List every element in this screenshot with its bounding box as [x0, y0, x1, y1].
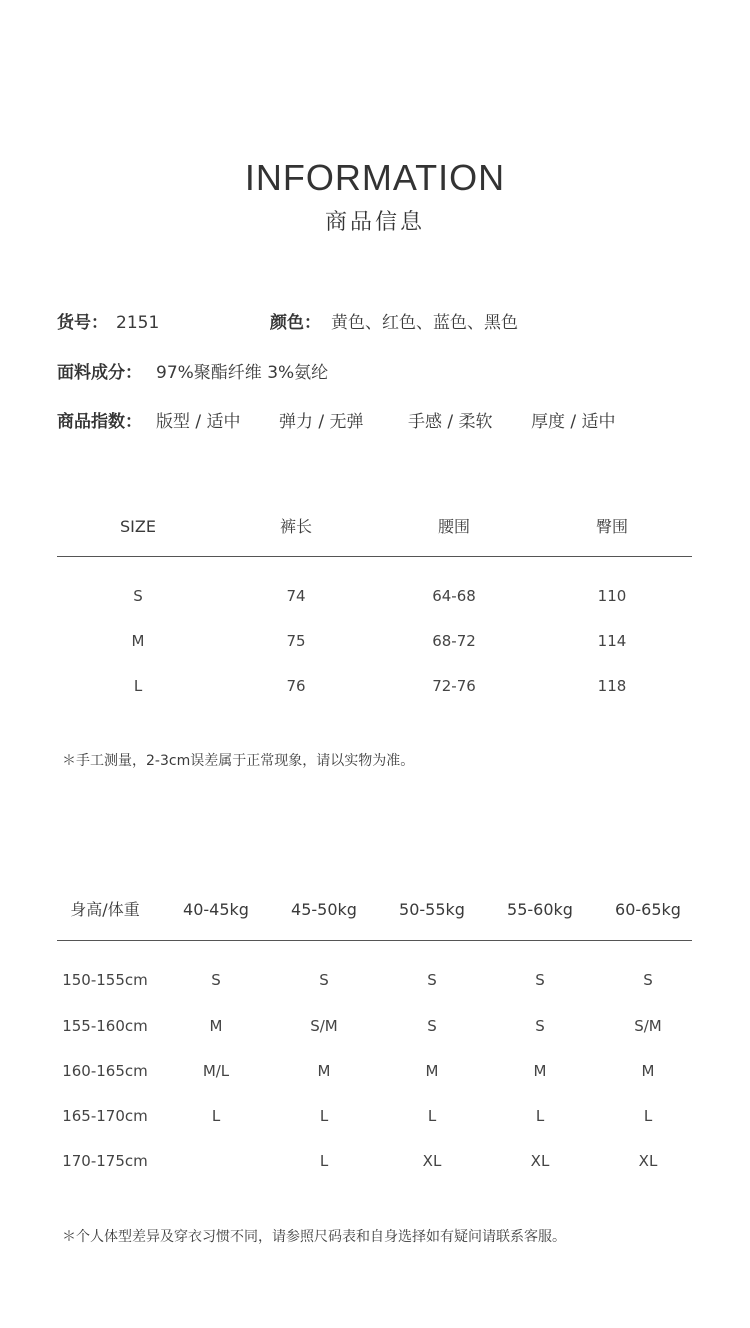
fit-cell: M/L — [202, 1062, 230, 1080]
fit-cell: L — [319, 1152, 329, 1170]
size-table-header — [57, 512, 692, 542]
fit-header-cell: 50-55kg — [399, 900, 465, 919]
fit-cell: M — [317, 1062, 331, 1080]
page-title: INFORMATION — [244, 157, 506, 198]
page-subtitle: 商品信息 — [324, 210, 425, 235]
fit-table-row — [57, 1146, 692, 1176]
index-thickness: 厚度 / 适中 — [531, 412, 616, 432]
info-row-item-color — [57, 309, 710, 337]
size-cell: 75 — [286, 632, 306, 650]
fit-cell: S — [427, 1017, 437, 1035]
size-cell: 74 — [286, 587, 306, 605]
fit-header-cell: 60-65kg — [615, 900, 681, 919]
fit-table-divider — [57, 940, 692, 941]
size-cell: 68-72 — [432, 632, 476, 650]
size-cell: 118 — [597, 677, 627, 695]
fit-table-row — [57, 1011, 692, 1041]
fabric-value: 97%聚酯纤维 3%氨纶 — [156, 363, 329, 383]
size-header-cell: SIZE — [120, 517, 156, 536]
fit-header-cell: 40-45kg — [183, 900, 249, 919]
index-feel: 手感 / 柔软 — [408, 412, 493, 432]
size-table-row — [57, 626, 692, 656]
fit-cell: S — [211, 971, 221, 989]
color-value: 黄色、红色、蓝色、黑色 — [331, 313, 518, 333]
index-elastic: 弹力 / 无弹 — [279, 412, 364, 432]
measurement-note: ＊手工测量，2-3cm误差属于正常现象，请以实物为准。 — [62, 753, 415, 769]
fit-cell: S — [535, 1017, 545, 1035]
size-cell: 76 — [286, 677, 306, 695]
fit-cell: S — [427, 971, 437, 989]
fit-header-cell: 身高/体重 — [70, 900, 140, 919]
item-no-label: 货号： — [57, 313, 108, 333]
size-header-cell: 裤长 — [279, 517, 312, 536]
fabric-label: 面料成分： — [57, 363, 142, 383]
color-label: 颜色： — [270, 313, 321, 333]
size-cell: L — [133, 677, 143, 695]
info-row-index — [57, 408, 710, 436]
fit-table-row — [57, 1101, 692, 1131]
size-table-row — [57, 581, 692, 611]
fit-table-row — [57, 1056, 692, 1086]
fit-cell: S — [643, 971, 653, 989]
fit-cell: M — [641, 1062, 655, 1080]
size-cell: 64-68 — [432, 587, 476, 605]
fit-cell: XL — [638, 1152, 658, 1170]
fit-cell: M — [209, 1017, 223, 1035]
fit-cell: 150-155cm — [62, 971, 148, 989]
fit-cell: 155-160cm — [62, 1017, 148, 1035]
fit-note: ＊个人体型差异及穿衣习惯不同，请参照尺码表和自身选择如有疑问请联系客服。 — [62, 1229, 566, 1245]
fit-cell: XL — [422, 1152, 442, 1170]
fit-cell: S/M — [310, 1017, 338, 1035]
size-cell: M — [131, 632, 145, 650]
info-row-fabric — [57, 359, 710, 387]
size-cell: S — [133, 587, 143, 605]
fit-cell: 165-170cm — [62, 1107, 148, 1125]
fit-cell: L — [319, 1107, 329, 1125]
fit-header-cell: 55-60kg — [507, 900, 573, 919]
size-header-cell: 腰围 — [437, 517, 470, 536]
fit-cell: L — [211, 1107, 221, 1125]
fit-cell: M — [533, 1062, 547, 1080]
size-cell: 72-76 — [432, 677, 476, 695]
size-table-row — [57, 671, 692, 701]
fit-cell: XL — [530, 1152, 550, 1170]
index-label: 商品指数： — [57, 412, 142, 432]
fit-table-header — [57, 895, 692, 925]
size-cell: 114 — [597, 632, 627, 650]
fit-cell: 160-165cm — [62, 1062, 148, 1080]
size-table-divider — [57, 556, 692, 557]
fit-cell: S/M — [634, 1017, 662, 1035]
fit-cell: S — [319, 971, 329, 989]
fit-cell: L — [643, 1107, 653, 1125]
fit-cell: 170-175cm — [62, 1152, 148, 1170]
fit-cell: M — [425, 1062, 439, 1080]
size-header-cell: 臀围 — [595, 517, 628, 536]
item-no-value: 2151 — [116, 313, 160, 333]
fit-cell: S — [535, 971, 545, 989]
index-fit: 版型 / 适中 — [156, 412, 241, 432]
fit-cell: L — [427, 1107, 437, 1125]
fit-header-cell: 45-50kg — [291, 900, 357, 919]
fit-cell: L — [535, 1107, 545, 1125]
fit-table-row — [57, 965, 692, 995]
size-cell: 110 — [597, 587, 627, 605]
